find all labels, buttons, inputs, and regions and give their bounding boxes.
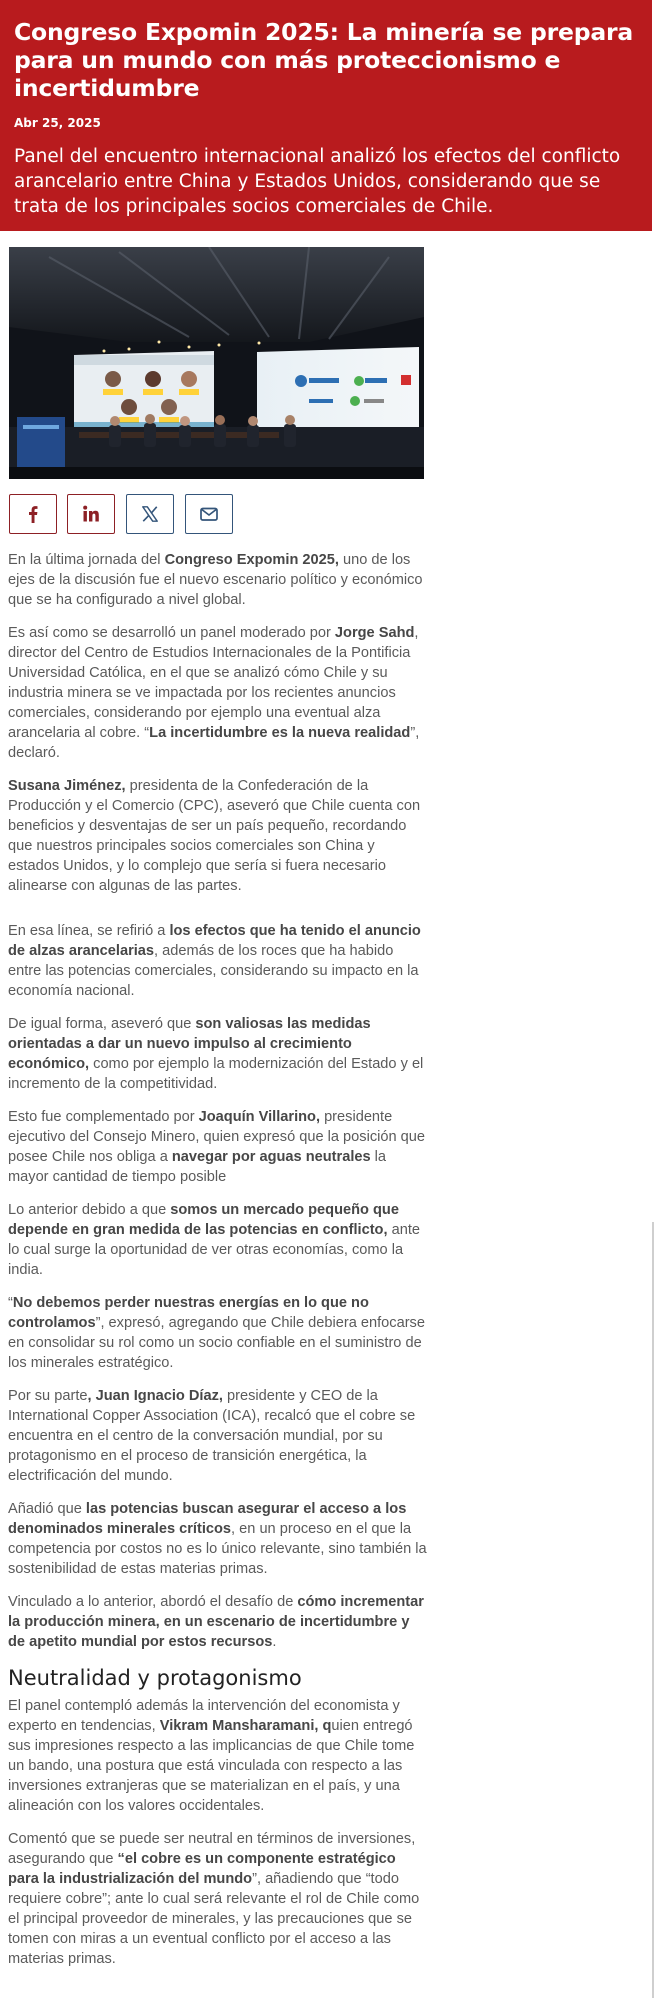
bold-text: Susana Jiménez, bbox=[8, 778, 126, 794]
email-icon bbox=[199, 504, 219, 524]
paragraph-10 bbox=[8, 1499, 428, 1579]
article-title: Congreso Expomin 2025: La minería se prepara para un mundo con más proteccionismo e incertidumbre bbox=[14, 18, 634, 102]
paragraph-13 bbox=[8, 1829, 428, 1969]
text-run: El panel contempló además la intervención del economista y experto en tendencias, bbox=[8, 1698, 400, 1734]
text-run: . bbox=[272, 1634, 277, 1650]
paragraph-3 bbox=[8, 776, 428, 896]
article-subtitle: Panel del encuentro internacional analizó los efectos del conflicto arancelario entre China y Estados Unidos, considerando que se trata de los principales socios comerciales de Chile. bbox=[14, 146, 621, 217]
bold-text: Congreso Expomin 2025, bbox=[164, 552, 339, 568]
bold-text: somos un mercado pequeño que depende en gran medida de las potencias en conflicto, bbox=[8, 1202, 399, 1238]
x-icon bbox=[141, 505, 159, 523]
text-run: ante lo cual surge la oportunidad de ver otras economías, como la india. bbox=[8, 1222, 420, 1278]
share-linkedin-button[interactable] bbox=[67, 494, 115, 534]
bold-text: La incertidumbre es la nueva realidad bbox=[149, 725, 411, 741]
share-email-button[interactable] bbox=[185, 494, 233, 534]
text-run: uno de los ejes de la discusión fue el nuevo escenario político y económico que se ha configurado a nivel global. bbox=[8, 552, 423, 608]
article-date: Abr 25, 2025 bbox=[14, 116, 101, 130]
text-run: presidenta de la Confederación de la Producción y el Comercio (CPC), aseveró que Chile cuenta con beneficios y desventajas de ser un país pequeño, recordando que nuestros principales socios comerciales son China y estados Unidos, y lo complejo que sería si fuera necesario alinearse con algunas de las partes. bbox=[8, 778, 421, 894]
text-run: ”, expresó, agregando que Chile debiera enfocarse en consolidar su rol como un socio confiable en el suministro de los minerales estratégico. bbox=[8, 1315, 425, 1371]
text-run: la mayor cantidad de tiempo posible bbox=[8, 1149, 387, 1185]
share-facebook-button[interactable] bbox=[9, 494, 57, 534]
bold-text: los efectos que ha tenido el anuncio de alzas arancelarias bbox=[8, 923, 421, 959]
text-run: Es así como se desarrolló un panel moderado por bbox=[8, 625, 335, 641]
facebook-icon bbox=[23, 504, 43, 524]
paragraph-11 bbox=[8, 1592, 428, 1652]
text-run: presidente y CEO de la International Copper Association (ICA), recalcó que el cobre se encuentra en el centro de la conversación mundial, por su protagonismo en el proceso de transición energética, la electrificación del mundo. bbox=[8, 1388, 416, 1484]
bold-text: las potencias buscan asegurar el acceso a los denominados minerales críticos bbox=[8, 1501, 407, 1537]
linkedin-icon bbox=[81, 504, 101, 524]
paragraph-4 bbox=[8, 921, 428, 1001]
text-run: Por su parte bbox=[8, 1388, 88, 1404]
text-run: Comentó que se puede ser neutral en términos de inversiones, asegurando que bbox=[8, 1831, 416, 1867]
bold-text: , Juan Ignacio Díaz, bbox=[87, 1388, 223, 1404]
paragraph-5 bbox=[8, 1014, 428, 1094]
text-run: ”, añadiendo que “todo requiere cobre”; ante lo cual será relevante el rol de Chile como el principal proveedor de minerales, y las precauciones que se tomen con miras a un eventual conflicto por el acceso a las materias primas. bbox=[8, 1871, 420, 1967]
paragraph-2 bbox=[8, 623, 428, 763]
text-run: , en un proceso en el que la competencia por costos no es lo único relevante, sino también la sostenibilidad de estas materias primas. bbox=[8, 1521, 427, 1577]
bold-text: navegar por aguas neutrales bbox=[171, 1149, 371, 1165]
paragraph-1 bbox=[8, 550, 428, 610]
paragraph-9 bbox=[8, 1386, 428, 1486]
bold-text: Joaquín Villarino, bbox=[198, 1109, 321, 1125]
text-run: “ bbox=[8, 1295, 13, 1311]
bold-text: Jorge Sahd bbox=[334, 625, 415, 641]
text-run: Esto fue complementado por bbox=[8, 1109, 199, 1125]
paragraph-12 bbox=[8, 1696, 428, 1816]
section-heading: Neutralidad y protagonismo bbox=[8, 1666, 302, 1690]
text-run: Vinculado a lo anterior, abordó el desafío de bbox=[8, 1594, 298, 1610]
text-run: En la última jornada del bbox=[8, 552, 165, 568]
text-run: De igual forma, aseveró que bbox=[8, 1016, 196, 1032]
text-run: presidente ejecutivo del Consejo Minero, quien expresó que la posición que posee Chile nos obliga a bbox=[8, 1109, 425, 1165]
bold-text: cómo incrementar la producción minera, en un escenario de incertidumbre y de apetito mundial por estos recursos bbox=[8, 1594, 424, 1650]
text-run: , director del Centro de Estudios Internacionales de la Pontificia Universidad Católica, en el que se analizó cómo Chile y su industria minera se ve impactada por los recientes anuncios comerciales, considerando por ejemplo una eventual alza arancelaria al cobre. “ bbox=[8, 625, 419, 741]
article-header bbox=[0, 0, 652, 231]
paragraph-6 bbox=[8, 1107, 428, 1187]
article-photo bbox=[9, 247, 424, 479]
paragraph-8 bbox=[8, 1293, 428, 1373]
bold-text: son valiosas las medidas orientadas a dar un nuevo impulso al crecimiento económico, bbox=[8, 1016, 371, 1072]
text-run: Lo anterior debido a que bbox=[8, 1202, 171, 1218]
paragraph-7 bbox=[8, 1200, 428, 1280]
text-run: En esa línea, se refirió a bbox=[8, 923, 170, 939]
share-x-button[interactable] bbox=[126, 494, 174, 534]
bold-text: “el cobre es un componente estratégico para la industrialización del mundo bbox=[8, 1851, 396, 1887]
text-run: Añadió que bbox=[8, 1501, 86, 1517]
text-run: uien entregó sus impresiones respecto a las implicancias de que Chile tome un bando, una postura que está vinculada con respecto a las inversiones extranjeras que se materializan en el país, y una alineación con los valores occidentales. bbox=[8, 1718, 415, 1814]
article-body bbox=[8, 550, 428, 1982]
bold-text: No debemos perder nuestras energías en lo que no controlamos bbox=[8, 1295, 369, 1331]
text-run: como por ejemplo la modernización del Estado y el incremento de la competitividad. bbox=[8, 1056, 424, 1092]
bold-text: Vikram Mansharamani, q bbox=[159, 1718, 332, 1734]
text-run: , además de los roces que ha habido entre las potencias comerciales, considerando su impacto en la economía nacional. bbox=[8, 943, 419, 999]
text-run: ”, declaró. bbox=[8, 725, 420, 761]
